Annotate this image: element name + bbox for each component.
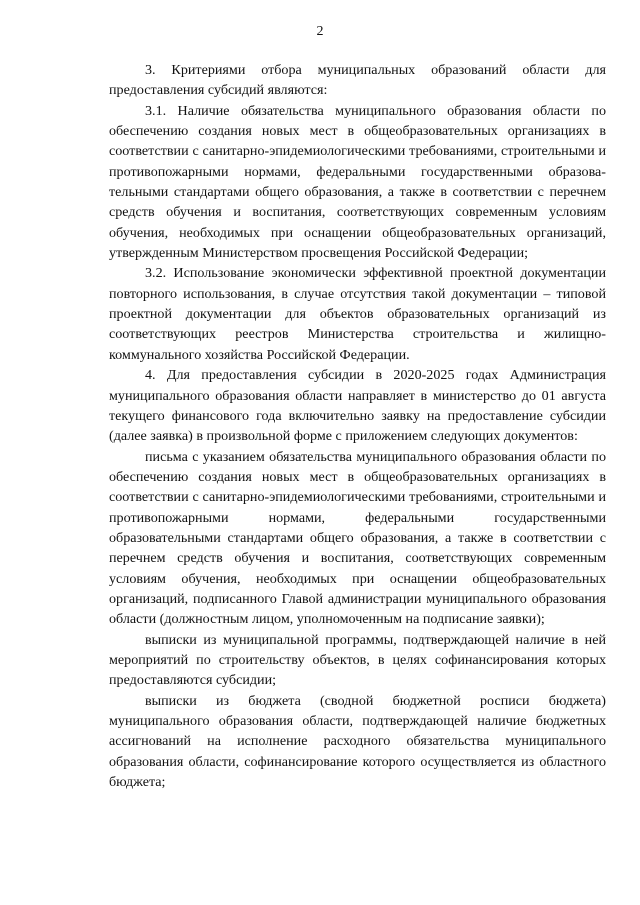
paragraph-budget-extract: выписки из бюджета (сводной бюджетной росписи бюджета) муниципального образования области, подтверждающей наличие бюджетных ассигнований на исполнение расходного обязательства муниципального образования области, софинансирование которого осуществляется из областного бюджета; [109, 692, 606, 791]
paragraph-program-extract: выписки из муниципальной программы, подтверждающей наличие в ней мероприятий по строительству объектов, в целях софинансирования которых предоставляются субсидии; [109, 631, 606, 689]
paragraph-application-4: 4. Для предоставления субсидии в 2020-2025 годах Администрация муниципального образования области направляет в министерство до 01 августа текущего финансового года включительно заявку на предоставление субсидии (далее заявка) в произвольной форме с приложением следующих документов: [109, 367, 606, 445]
paragraph-criteria-heading: 3. Критериями отбора муниципальных образований области для предоставления субсидий являются: [109, 62, 606, 99]
paragraph-criterion-3-1: 3.1. Наличие обязательства муниципального образования области по обеспечению создания новых мест в общеобразовательных организациях в соответствии с санитарно-эпидемиологическими требованиями, строительными и противопожарными нормами, федеральными государственными образовательными стандартами общего образования, а также в соответствии с перечнем средств обучения и воспитания, соответствующих современным условиям обучения, необходимых при оснащении общеобразовательных организаций, утвержденным Министерством просвещения Российской Федерации; [109, 102, 606, 262]
paragraph-letter-obligation: письма с указанием обязательства муниципального образования области по обеспечению создания новых мест в общеобразовательных организациях в соответствии с санитарно-эпидемиологическими требованиями, строительными и противопожарными нормами, федеральными государственными образовательными стандартами общего образования, а также в соответствии с перечнем средств обучения и воспитания, соответствующих современным условиям обучения, необходимых при оснащении общеобразовательных организаций, подписанного Главой администрации муниципального образования области (должностным лицом, уполномоченным на подписание заявки); [109, 448, 606, 628]
paragraph-criterion-3-2: 3.2. Использование экономически эффективной проектной документации повторного использования, в случае отсутствия такой документации – типовой проектной документации для объектов образовательных организаций из соответствующих реестров Министерства строительства и жилищно-коммунального хозяйства Российской Федерации. [109, 265, 606, 363]
page-number: 2 [316, 24, 324, 39]
document-body [109, 60, 606, 792]
